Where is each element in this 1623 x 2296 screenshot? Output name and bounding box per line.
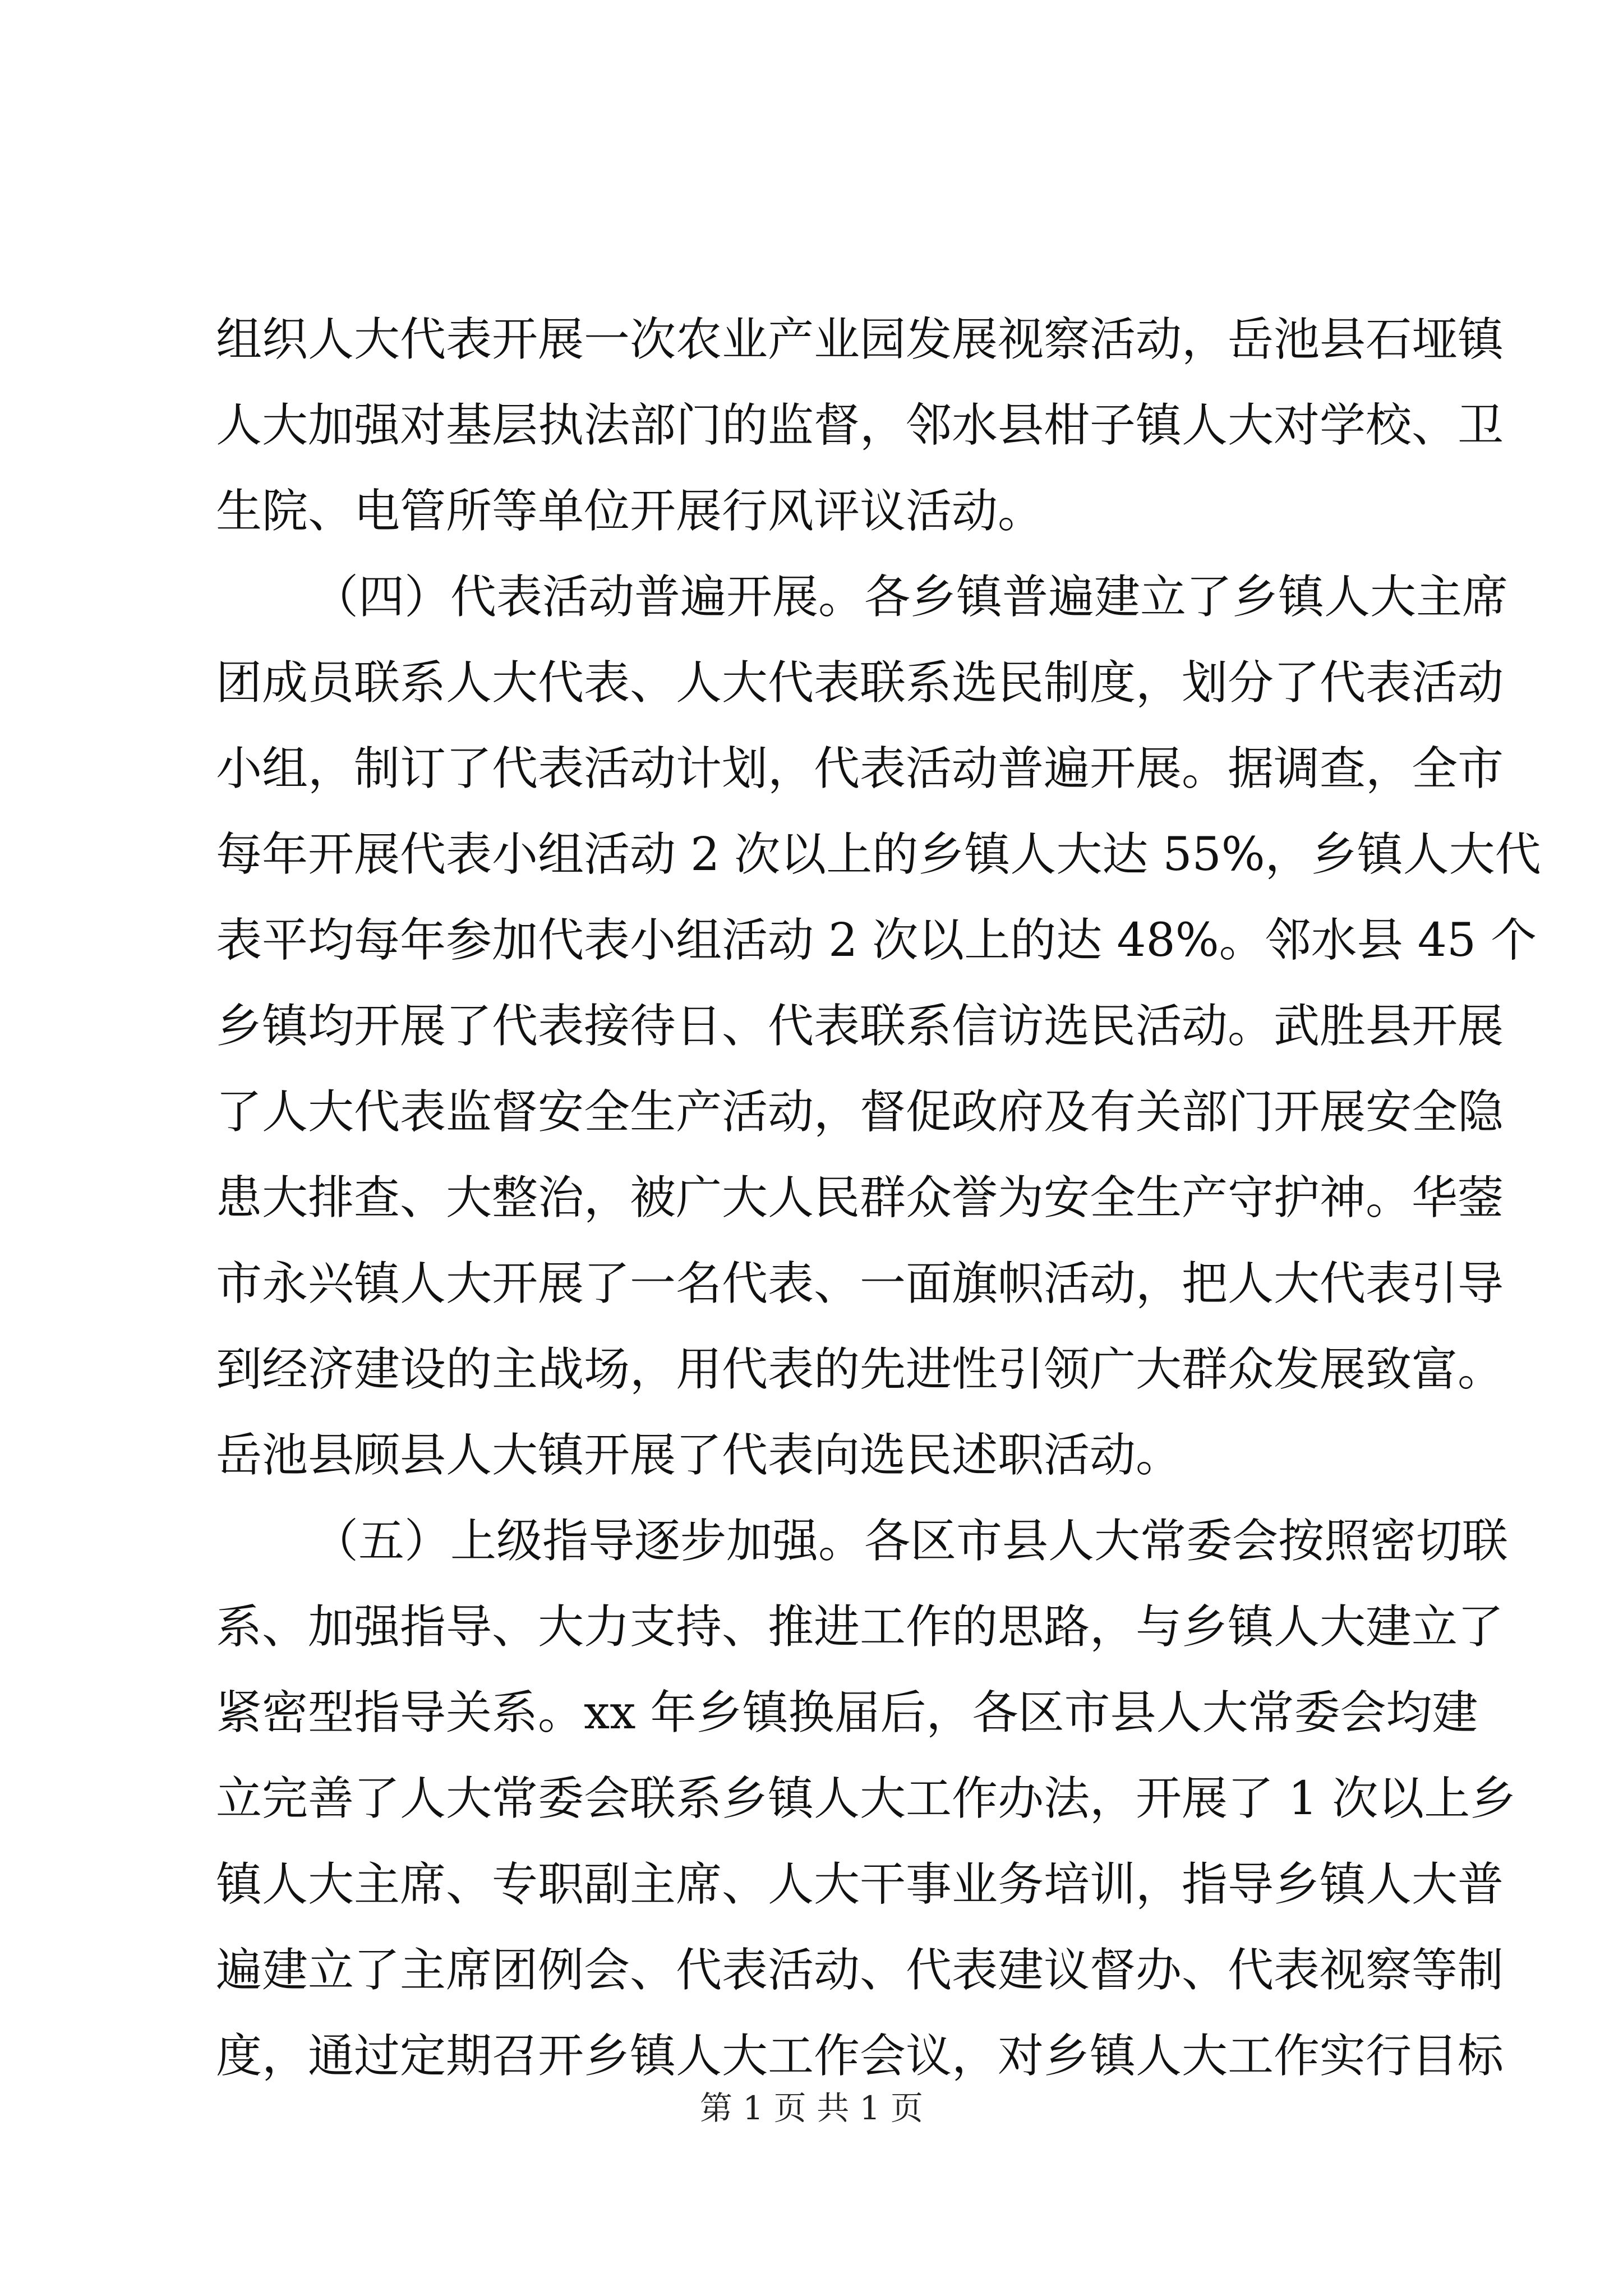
section-heading-5: （五）上级指导逐步加强。各区市县人大常委会按照密切联 <box>312 1515 1509 1568</box>
text-line-6: 小组，制订了代表活动计划，代表活动普遍开展。据调查，全市 <box>216 742 1504 795</box>
text-line-14: 岳池县顾县人大镇开展了代表向选民述职活动。 <box>216 1429 1182 1482</box>
text-line-16: 系、加强指导、大力支持、推进工作的思路，与乡镇人大建立了 <box>216 1600 1504 1654</box>
page-footer: 第 1 页 共 1 页 <box>700 2089 923 2127</box>
text-line-10: 了人大代表监督安全生产活动，督促政府及有关部门开展安全隐 <box>216 1085 1504 1139</box>
text-line-20: 遍建立了主席团例会、代表活动、代表建议督办、代表视察等制 <box>216 1944 1504 1997</box>
text-line-7: 每年开展代表小组活动 2 次以上的乡镇人大达 55%，乡镇人大代 <box>216 828 1541 881</box>
text-line-17: 紧密型指导关系。xx 年乡镇换届后，各区市县人大常委会均建 <box>216 1686 1478 1740</box>
text-line-11: 患大排查、大整治，被广大人民群众誉为安全生产守护神。华蓥 <box>216 1171 1504 1225</box>
text-line-3: 生院、电管所等单位开展行风评议活动。 <box>216 485 1044 538</box>
text-line-1: 组织人大代表开展一次农业产业园发展视察活动，岳池县石垭镇 <box>216 313 1504 366</box>
text-line-13: 到经济建设的主战场，用代表的先进性引领广大群众发展致富。 <box>216 1343 1504 1396</box>
text-line-8: 表平均每年参加代表小组活动 2 次以上的达 48%。邻水县 45 个 <box>216 914 1537 967</box>
text-line-2: 人大加强对基层执法部门的监督，邻水县柑子镇人大对学校、卫 <box>216 399 1504 452</box>
text-line-5: 团成员联系人大代表、人大代表联系选民制度，划分了代表活动 <box>216 656 1504 710</box>
text-line-12: 市永兴镇人大开展了一名代表、一面旗帜活动，把人大代表引导 <box>216 1257 1504 1310</box>
text-line-19: 镇人大主席、专职副主席、人大干事业务培训，指导乡镇人大普 <box>216 1858 1504 1911</box>
text-line-9: 乡镇均开展了代表接待日、代表联系信访选民活动。武胜县开展 <box>216 1000 1504 1053</box>
text-line-21: 度，通过定期召开乡镇人大工作会议，对乡镇人大工作实行目标 <box>216 2030 1504 2083</box>
section-heading-4: （四）代表活动普遍开展。各乡镇普遍建立了乡镇人大主席 <box>312 570 1509 624</box>
text-line-18: 立完善了人大常委会联系乡镇人大工作办法，开展了 1 次以上乡 <box>216 1772 1516 1825</box>
